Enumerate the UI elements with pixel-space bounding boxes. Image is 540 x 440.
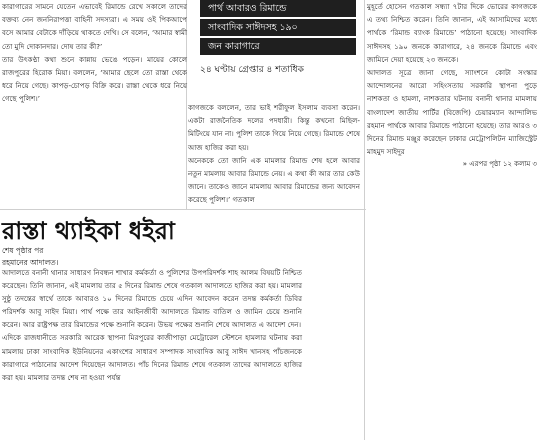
continuation-note: » এরপর পৃষ্ঠা ১২ কলাম ৩: [462, 160, 537, 169]
section-divider: [0, 209, 366, 210]
paragraph: আদালতে বনানী থানার সাধারণ নিবন্ধন শাখার কর্মকর্তা ও পুলিশের উপপরিদর্শক শাহ আলম বিষয়টি নিশ্চিত করেছেন। তিনি জানান, এই মামলায় তার ৫ দিনের রিমান্ড শেষে গতকাল আদালতে হাজির করা হয়। মামলার সুষ্ঠু তদন্তের স্বার্থে তাকে আবারও ১০ দিনের রিমান্ডে চেয়ে এদিন আবেদন করেন তদন্ত কর্মকর্তা ডিবির পরিদর্শক আবু সাইদ মিয়া। পার্থ পক্ষে তার আইনজীবী আদালতে রিমান্ড বাতিল ও জামিন চেয়ে শুনানি করেন। আর রাষ্ট্রপক্ষ তার রিমান্ডের পক্ষে শুনানি করেন। উভয় পক্ষের শুনানি শেষে আদালত এ আদেশ দেন।: [2, 268, 302, 330]
highlight-banner: পার্থ আবারও রিমান্ডে: [200, 0, 356, 17]
highlight-banner: জন কারাগারে: [200, 38, 356, 55]
paragraph: কাগজকে বললেন, তার ভাই শরীফুল ইসলাম ব্যবসা করেন। একটা রাজনৈতিক দলের পদধারী। কিন্তু কখনো মিছিল-মিটিংয়ে যান না। পুলিশ তাকে গিয়ে নিয়ে গেছে। রিমান্ডে শেষে আজ হাজির করা হয়।: [188, 103, 360, 152]
column-divider-right: [364, 0, 365, 440]
middle-column: [188, 2, 360, 207]
left-column-top: [2, 0, 187, 106]
subheading-banner: ২৪ ঘণ্টায় গ্রেপ্তার ৪ শতাধিক: [200, 65, 304, 75]
article-body: [2, 266, 302, 384]
paragraph: আদালত সূত্রে জানা গেছে, স্যাংশনে কোটা সংস্কার আন্দোলনের আরো সহিংসতায় সরকারি স্থাপনা পুড়ে নাশকতা ও হামলা, নাশকতার ঘটনায় বনানী থানার মামলায় বাংলাদেশ জাতীয় পার্টির (বিজেপি) চেয়ারম্যান আন্দালিভ রহমান পার্থকে আবার রিমান্ডে পাঠানো হয়েছে। তার আরও ৩ দিনের রিমান্ড মঞ্জুর করেছেন ঢাকার মেট্রোপলিটন ম্যাজিস্ট্রেট মাহমুদ সাইদুর: [367, 68, 537, 157]
article-headline: রাস্তা থ্যাইকা ধইরা: [2, 216, 175, 245]
page-reference: শেষ পৃষ্ঠার পর: [2, 246, 44, 255]
paragraph: মুহূর্তে হোসেন গতকাল সন্ধ্যা ৭টার দিকে ভোরের কাগজকে এ তথ্য নিশ্চিত করেন। তিনি জানান, এই আসামিদের মধ্যে পার্থকে ‘রিমান্ড ব্যাংক রিমান্ডে’ পাঠানো হয়েছে। সাংবাদিক সাঈদসহ ১৯০ জনকে কারাগারে, ২৪ জনকে রিমান্ডে এবং জামিনে দেয়া হয়েছে ২৩ জনকে।: [367, 2, 537, 64]
lead-line: রহমানের আদালত।: [2, 258, 59, 267]
paragraph: তার উৎকণ্ঠা কথা শুনে কান্নায় ভেঙে পড়েন। মায়ের কোলে রাজপুরের হিরোক মিয়া। বললেন, ‘আমার ছেলে তো রাস্তা থেকে ধরে নিয়ে গেছে। কাপড়-চোপড় বিক্রি করে। রাস্তা থেকে ধরে নিয়ে গেছে পুলিশ।’: [2, 54, 187, 104]
paragraph: কারাগারের সামনে যেতেন এভাবেই রিমান্ডে রেখে সকালে তাদের বক্তব্য নেন জননিরাপত্তা বাহিনী সদস্যরা। এ সময় ওই পিকআপে বসে আমার বেটাকে দাঁড়িয়ে থাকতে দেখি। সে বলেন, ‘আমার স্বামী তো মুদি দোকানদার। দোষ তার কী?’: [2, 2, 187, 51]
paragraph: এদিকে রাজধানীতে সরকারি আরেক স্থাপনা মিরপুরের কাজীপাড়া মেট্রোরেল স্টেশনে হামলার ঘটনায় করা মামলায় ঢাকা সাংবাদিক ইউনিয়নের একাংশের সাধারণ সম্পাদক সাংবাদিক আবু সাঈদ খানসহ পাঁচজনকে কারাগারে পাঠানোর আদেশ দিয়েছেন আদালত। পাঁচ দিনের রিমান্ড শেষে গতকাল তাদের আদালতে হাজির করা হয়। মামলার তদন্ত শেষ না হওয়া পর্যন্ত: [2, 333, 302, 382]
right-column: [367, 0, 537, 172]
paragraph: অনেককে তো জানি এক মামলার রিমান্ড শেষ হলে আবার নতুন মামলায় আবার রিমান্ডে নেয়। এ কথা কী আর তার কেউ জানে। তাকেও জানে মামলায় আবার রিমান্ডের জন্য আবেদন করেছে পুলিশ।’ গতকাল: [188, 155, 360, 205]
highlight-banner: সাংবাদিক সাঈদসহ ১৯০: [200, 19, 356, 36]
